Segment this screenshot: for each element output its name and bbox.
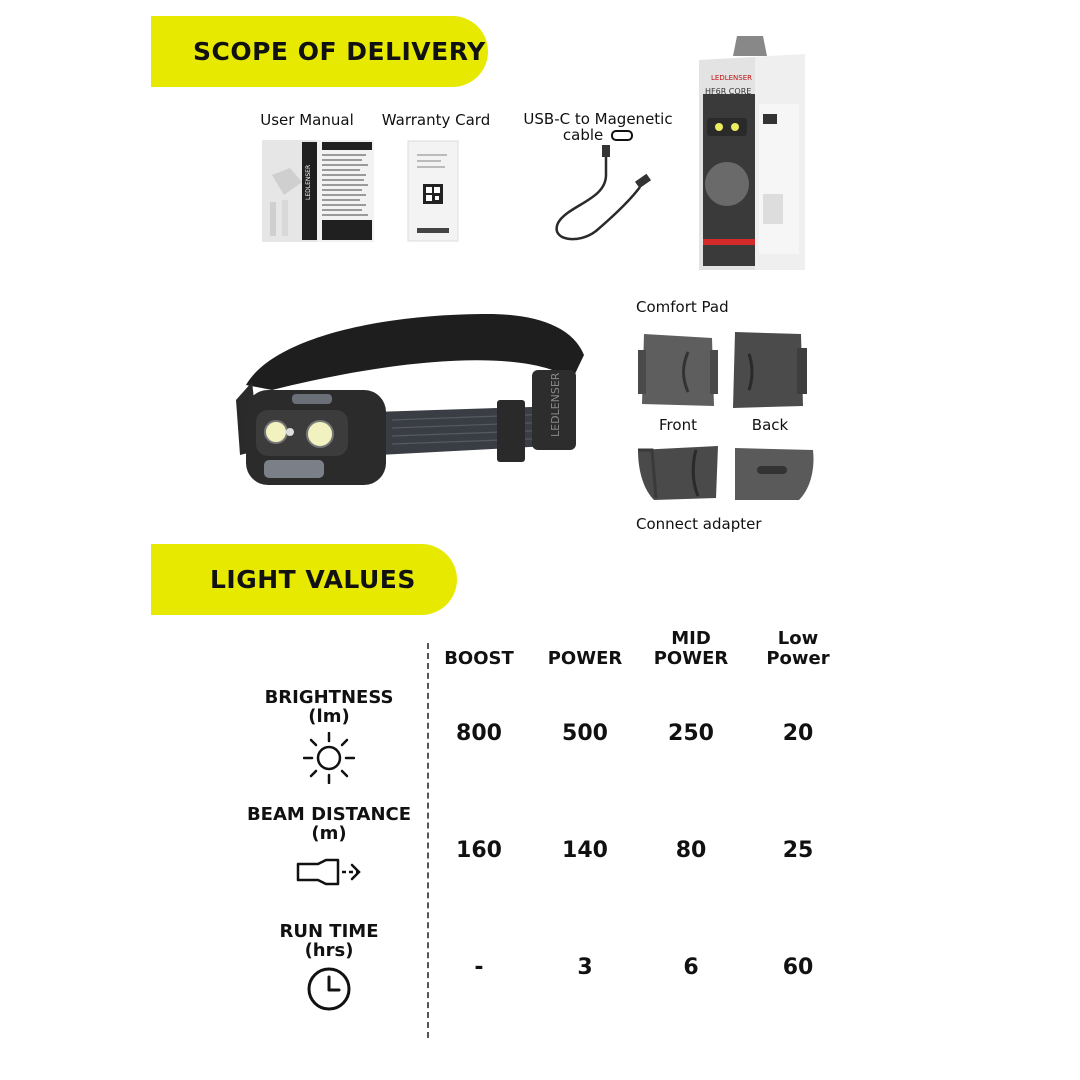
header-boost-line1 (424, 629, 534, 649)
warranty-card-label: Warranty Card (381, 111, 491, 129)
sun-icon (303, 732, 355, 784)
front-label: Front (659, 416, 697, 434)
brightness-low-power-value: 20 (782, 721, 814, 746)
box-model: HF6R CORE (705, 87, 752, 96)
svg-text:LEDLENSER: LEDLENSER (305, 164, 312, 200)
headlamp-brand: LEDLENSER (549, 372, 562, 437)
connect-adapter-label: Connect adapter (636, 515, 762, 533)
cable-label (520, 111, 676, 143)
brightness-boost-value: 800 (456, 721, 502, 746)
header-power-line1 (530, 629, 640, 649)
header-low-power-line1: Low (777, 628, 819, 649)
row-brightness-label (229, 688, 429, 726)
run-time-unit: (hrs) (304, 940, 354, 961)
comfort-pad-back-image (731, 330, 807, 410)
run-time-power-value: 3 (577, 955, 593, 980)
run-time-low-power-value: 60 (782, 955, 814, 980)
cable-label-line1: USB-C to Magenetic (523, 110, 673, 128)
clock-icon (306, 966, 352, 1012)
light-values-banner (151, 544, 457, 615)
brightness-label: BRIGHTNESS (264, 687, 394, 708)
cable-label-line2 (520, 127, 676, 143)
comfort-pad-front-image (638, 330, 718, 410)
run-time-boost-value: - (474, 955, 484, 980)
product-box-image (697, 34, 807, 270)
row-run-time-label (229, 922, 429, 960)
header-boost-line2: BOOST (444, 648, 514, 669)
run-time-label: RUN TIME (279, 921, 379, 942)
header-mid-power (636, 629, 746, 669)
scope-of-delivery-banner (151, 16, 488, 87)
header-mid-power-line2: POWER (653, 648, 729, 669)
beam-distance-mid-power-value: 80 (675, 838, 707, 863)
beam-distance-power-value: 140 (562, 838, 608, 863)
comfort-pad-label: Comfort Pad (636, 298, 729, 316)
run-time-mid-power-value: 6 (683, 955, 699, 980)
header-power (530, 629, 640, 669)
brightness-mid-power-value: 250 (668, 721, 714, 746)
user-manual-image (262, 140, 374, 242)
beam-distance-unit: (m) (311, 823, 347, 844)
connect-adapter-front-image (636, 442, 720, 502)
back-label: Back (751, 416, 789, 434)
usb-c-port-icon (611, 130, 633, 141)
connect-adapter-back-image (733, 444, 817, 502)
light-values-title: LIGHT VALUES (210, 565, 416, 594)
header-low-power (743, 629, 853, 669)
headlamp-image (232, 310, 592, 495)
row-beam-distance-label (229, 805, 429, 843)
brightness-unit: (lm) (308, 706, 350, 727)
beam-distance-label: BEAM DISTANCE (246, 804, 412, 825)
user-manual-label: User Manual (260, 111, 354, 129)
box-brand: LEDLENSER (711, 74, 753, 82)
beam-distance-boost-value: 160 (456, 838, 502, 863)
scope-of-delivery-title: SCOPE OF DELIVERY (193, 37, 486, 66)
usb-cable-image (548, 145, 658, 250)
cable-label-text: cable (562, 126, 604, 144)
header-power-line2: POWER (547, 648, 623, 669)
warranty-card-image (407, 140, 459, 242)
beam-distance-low-power-value: 25 (782, 838, 814, 863)
header-boost (424, 629, 534, 669)
brightness-power-value: 500 (562, 721, 608, 746)
flashlight-icon (296, 858, 364, 886)
header-mid-power-line1: MID (671, 628, 711, 649)
header-low-power-line2: Power (766, 648, 830, 669)
